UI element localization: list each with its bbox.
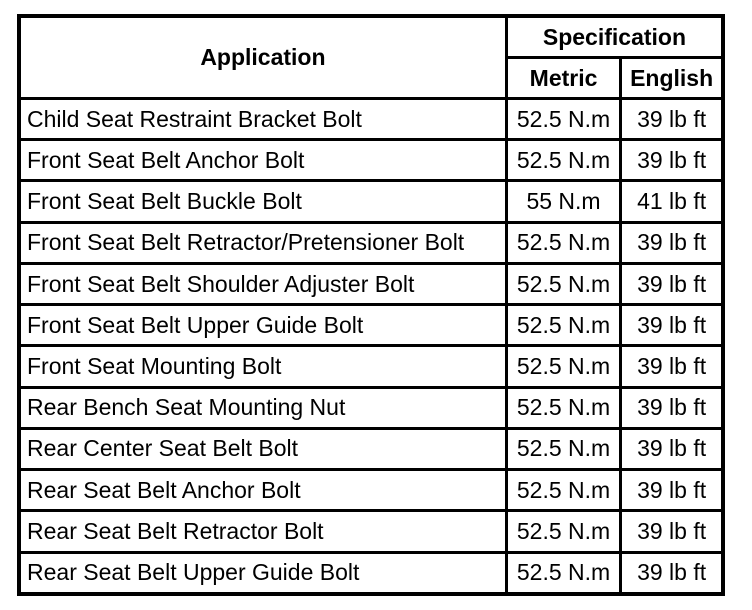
english-header: English xyxy=(621,58,723,99)
metric-cell: 52.5 N.m xyxy=(506,140,620,181)
english-cell: 39 lb ft xyxy=(621,222,723,263)
metric-cell: 52.5 N.m xyxy=(506,222,620,263)
fastener-specification-table xyxy=(17,14,725,596)
application-cell: Child Seat Restraint Bracket Bolt xyxy=(19,99,506,140)
specification-header: Specification xyxy=(506,16,723,58)
table-row xyxy=(19,140,723,181)
table-row xyxy=(19,346,723,387)
english-cell: 39 lb ft xyxy=(621,305,723,346)
metric-cell: 52.5 N.m xyxy=(506,470,620,511)
english-cell: 39 lb ft xyxy=(621,263,723,304)
english-cell: 39 lb ft xyxy=(621,511,723,552)
english-cell: 39 lb ft xyxy=(621,387,723,428)
metric-cell: 52.5 N.m xyxy=(506,511,620,552)
metric-cell: 52.5 N.m xyxy=(506,99,620,140)
application-cell: Front Seat Mounting Bolt xyxy=(19,346,506,387)
application-cell: Rear Bench Seat Mounting Nut xyxy=(19,387,506,428)
metric-cell: 52.5 N.m xyxy=(506,305,620,346)
table-row xyxy=(19,470,723,511)
table-row xyxy=(19,305,723,346)
english-cell: 39 lb ft xyxy=(621,140,723,181)
application-cell: Rear Seat Belt Upper Guide Bolt xyxy=(19,552,506,594)
application-cell: Front Seat Belt Retractor/Pretensioner Bolt xyxy=(19,222,506,263)
english-cell: 39 lb ft xyxy=(621,428,723,469)
metric-cell: 52.5 N.m xyxy=(506,346,620,387)
english-cell: 39 lb ft xyxy=(621,346,723,387)
application-header: Application xyxy=(19,16,506,99)
metric-cell: 55 N.m xyxy=(506,181,620,222)
table-row xyxy=(19,428,723,469)
application-cell: Front Seat Belt Upper Guide Bolt xyxy=(19,305,506,346)
metric-cell: 52.5 N.m xyxy=(506,552,620,594)
table-row xyxy=(19,387,723,428)
english-cell: 39 lb ft xyxy=(621,552,723,594)
table-row xyxy=(19,99,723,140)
english-cell: 41 lb ft xyxy=(621,181,723,222)
application-cell: Rear Seat Belt Anchor Bolt xyxy=(19,470,506,511)
english-cell: 39 lb ft xyxy=(621,470,723,511)
english-cell: 39 lb ft xyxy=(621,99,723,140)
table-row xyxy=(19,263,723,304)
table-row xyxy=(19,511,723,552)
application-cell: Front Seat Belt Buckle Bolt xyxy=(19,181,506,222)
metric-cell: 52.5 N.m xyxy=(506,387,620,428)
application-cell: Front Seat Belt Anchor Bolt xyxy=(19,140,506,181)
application-cell: Rear Center Seat Belt Bolt xyxy=(19,428,506,469)
table-row xyxy=(19,181,723,222)
table-row xyxy=(19,552,723,594)
metric-header: Metric xyxy=(506,58,620,99)
table-row xyxy=(19,222,723,263)
application-cell: Front Seat Belt Shoulder Adjuster Bolt xyxy=(19,263,506,304)
application-cell: Rear Seat Belt Retractor Bolt xyxy=(19,511,506,552)
metric-cell: 52.5 N.m xyxy=(506,428,620,469)
metric-cell: 52.5 N.m xyxy=(506,263,620,304)
header-row-top xyxy=(19,16,723,58)
